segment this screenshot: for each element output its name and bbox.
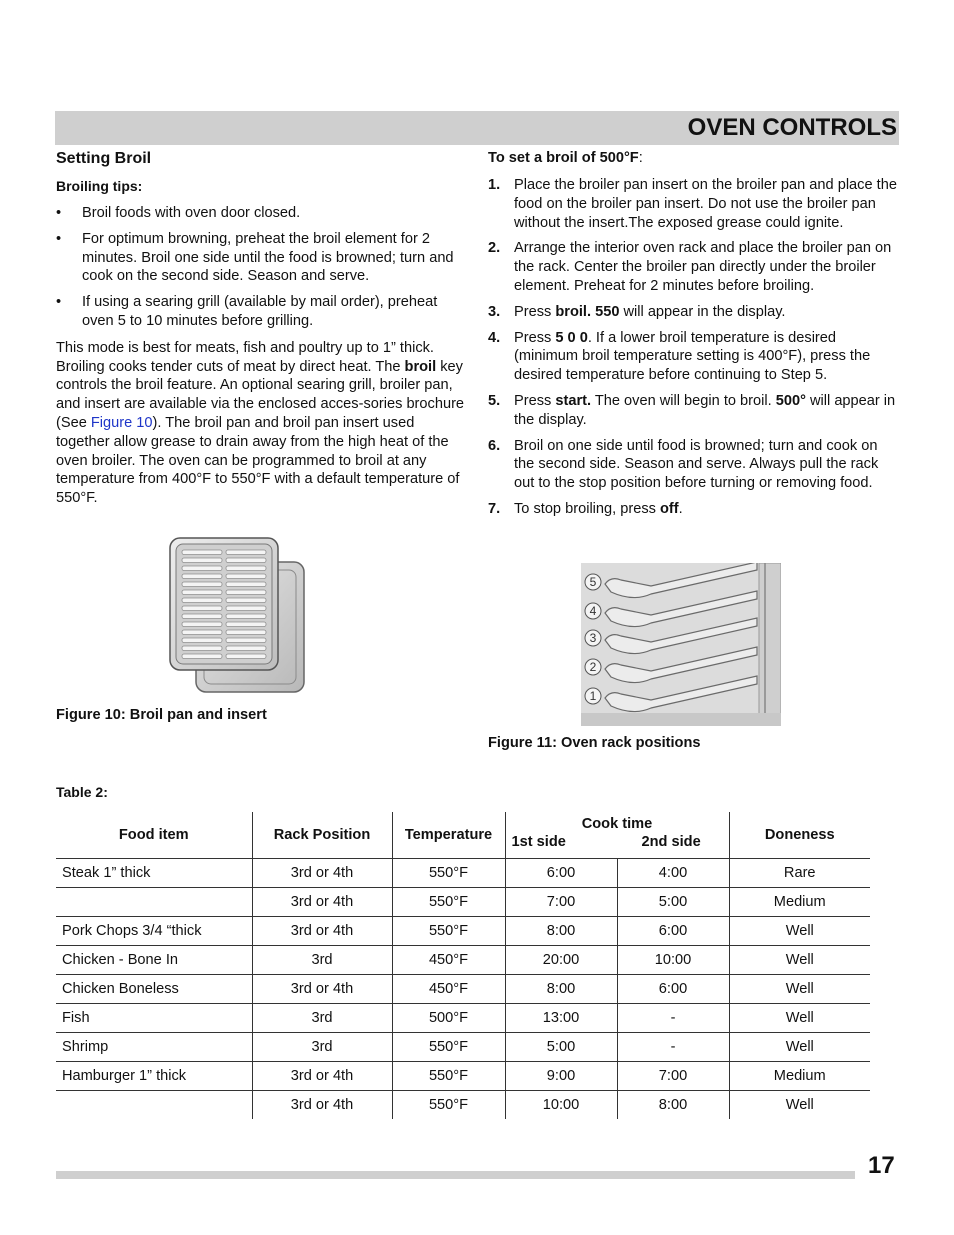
cell-first-side: 13:00 xyxy=(505,1004,617,1033)
rack-position-label: 2 xyxy=(589,660,597,674)
cell-food: Chicken - Bone In xyxy=(56,946,252,975)
list-item xyxy=(488,303,900,322)
cell-second-side: 7:00 xyxy=(617,1062,729,1091)
table-row xyxy=(56,917,870,946)
rack-position-label: 1 xyxy=(589,689,597,703)
cell-temp: 550°F xyxy=(392,888,505,917)
bullet: • xyxy=(56,294,62,311)
cell-food xyxy=(56,1091,252,1120)
cell-rack: 3rd or 4th xyxy=(252,1091,392,1120)
col-header-doneness: Doneness xyxy=(729,812,870,859)
step-text: Press xyxy=(514,329,556,346)
insert-slot xyxy=(226,654,266,659)
cell-doneness: Well xyxy=(729,1004,870,1033)
cell-temp: 550°F xyxy=(392,1062,505,1091)
cell-rack: 3rd or 4th xyxy=(252,917,392,946)
insert-slot xyxy=(226,606,266,611)
insert-slot xyxy=(182,630,222,635)
broil-pan-illustration xyxy=(168,536,308,696)
rack-position-label: 3 xyxy=(589,631,597,645)
step-number: 1. xyxy=(488,177,501,193)
step-key: off xyxy=(660,500,679,517)
step-text: Press xyxy=(514,303,556,320)
insert-slot xyxy=(182,646,222,651)
insert-slot xyxy=(226,622,266,627)
cell-first-side: 8:00 xyxy=(505,975,617,1004)
broil-table xyxy=(56,812,870,1119)
first-side-label: 1st side xyxy=(511,834,566,850)
cell-doneness: Well xyxy=(729,917,870,946)
insert-slot xyxy=(226,574,266,579)
step-text: will appear in the display. xyxy=(619,303,786,320)
insert-slot xyxy=(182,590,222,595)
cell-doneness: Medium xyxy=(729,1062,870,1091)
header-bar xyxy=(55,111,899,145)
step-text: will appear in the display. xyxy=(514,392,896,428)
cell-food xyxy=(56,888,252,917)
step-number: 5. xyxy=(488,392,501,409)
insert-slot xyxy=(182,582,222,587)
tip-text: If using a searing grill (available by mail order), preheat oven 5 to 10 minutes before grilling. xyxy=(82,294,438,329)
insert-slot xyxy=(182,550,222,555)
cell-temp: 550°F xyxy=(392,1091,505,1120)
insert-slot xyxy=(182,558,222,563)
cell-food: Hamburger 1” thick xyxy=(56,1062,252,1091)
cell-second-side: 6:00 xyxy=(617,917,729,946)
step-number: 3. xyxy=(488,303,501,320)
insert-slot xyxy=(226,614,266,619)
cell-rack: 3rd xyxy=(252,1004,392,1033)
rack-position-label: 4 xyxy=(589,604,597,618)
tips-list xyxy=(56,204,468,331)
step-text: Broil on one side until food is browned; turn and cook on the second side. Season and serve. Always pull the rack out to the stop position before turning or removing food. xyxy=(514,437,879,492)
footer-bar xyxy=(56,1171,855,1179)
list-item xyxy=(488,437,900,493)
list-item xyxy=(488,176,900,232)
cell-temp: 550°F xyxy=(392,1033,505,1062)
table-row xyxy=(56,1004,870,1033)
col-header-rack: Rack Position xyxy=(252,812,392,859)
insert-slot xyxy=(182,614,222,619)
cell-food: Steak 1” thick xyxy=(56,859,252,888)
cell-doneness: Well xyxy=(729,975,870,1004)
step-key: start. xyxy=(555,392,592,409)
cell-doneness: Well xyxy=(729,1033,870,1062)
para-text: This mode is best for meats, fish and poultry up to 1” thick. Broiling cooks tender cuts of meat by direct heat. The xyxy=(56,339,434,375)
table-row xyxy=(56,1091,870,1120)
cell-second-side: - xyxy=(617,1004,729,1033)
step-text: The oven will begin to broil. xyxy=(591,392,776,409)
second-side-label: 2nd side xyxy=(641,834,701,850)
broil-description xyxy=(56,339,468,508)
cell-food: Shrimp xyxy=(56,1033,252,1062)
cell-rack: 3rd xyxy=(252,946,392,975)
cell-rack: 3rd or 4th xyxy=(252,975,392,1004)
step-text: Place the broiler pan insert on the broiler pan and place the food on the broiler pan insert. Do not use the broiler pan without the insert.The exposed grease could ignite. xyxy=(514,177,897,231)
insert-slot xyxy=(182,654,222,659)
insert-slot xyxy=(182,566,222,571)
step-text: Press xyxy=(514,392,556,409)
insert-slot xyxy=(182,638,222,643)
cell-temp: 550°F xyxy=(392,917,505,946)
cell-second-side: 8:00 xyxy=(617,1091,729,1120)
insert-slot xyxy=(182,574,222,579)
col-header-food: Food item xyxy=(118,827,189,843)
insert-slot xyxy=(226,646,266,651)
left-column xyxy=(56,150,468,508)
table-caption: Table 2: xyxy=(56,784,108,800)
insert-slot xyxy=(226,566,266,571)
insert-slot xyxy=(182,622,222,627)
table-row xyxy=(56,888,870,917)
cell-first-side: 9:00 xyxy=(505,1062,617,1091)
cell-food: Pork Chops 3/4 “thick xyxy=(56,917,252,946)
rack-position-label: 5 xyxy=(589,575,597,589)
cell-first-side: 8:00 xyxy=(505,917,617,946)
insert-slot xyxy=(182,606,222,611)
cell-temp: 450°F xyxy=(392,946,505,975)
table-row xyxy=(56,975,870,1004)
list-item xyxy=(56,230,468,286)
table-row xyxy=(56,1033,870,1062)
list-item xyxy=(488,500,900,519)
para-text: key controls the broil feature. An optional searing grill, broiler pan, and insert are available via the enclosed acces-sories brochure (See xyxy=(56,358,465,431)
page-title: OVEN CONTROLS xyxy=(687,114,897,141)
step-number: 6. xyxy=(488,437,501,454)
insert-slot xyxy=(226,550,266,555)
tip-text: Broil foods with oven door closed. xyxy=(82,205,301,221)
insert-slot xyxy=(226,558,266,563)
list-item xyxy=(56,293,468,331)
insert-slot xyxy=(226,598,266,603)
step-number: 4. xyxy=(488,329,501,346)
tip-text: For optimum browning, preheat the broil element for 2 minutes. Broil one side until the food is browned; turn and cook on the second side. Season and serve. xyxy=(82,230,454,285)
table-row xyxy=(56,946,870,975)
step-number: 7. xyxy=(488,500,501,517)
step-value: 500° xyxy=(775,392,806,409)
cell-rack: 3rd xyxy=(252,1033,392,1062)
cell-rack: 3rd or 4th xyxy=(252,888,392,917)
broil-key-name: broil xyxy=(404,358,437,375)
step-text: To stop broiling, press xyxy=(514,500,661,517)
bullet: • xyxy=(56,230,62,247)
table-row xyxy=(56,1062,870,1091)
heading-suffix: : xyxy=(638,150,643,166)
step-text: . xyxy=(678,500,683,517)
cell-doneness: Well xyxy=(729,1091,870,1120)
para-text: ). The broil pan and broil pan insert used together allow grease to drain away from the high heat of the oven broiler. The oven can be programmed to broil at any temperature from 400°F to 550°F with a default temperature of 550°F. xyxy=(56,414,460,507)
cell-rack: 3rd or 4th xyxy=(252,1062,392,1091)
cell-second-side: 6:00 xyxy=(617,975,729,1004)
cell-temp: 550°F xyxy=(392,859,505,888)
cell-temp: 500°F xyxy=(392,1004,505,1033)
list-item xyxy=(488,392,900,430)
cell-second-side: 5:00 xyxy=(617,888,729,917)
figure-10-caption: Figure 10: Broil pan and insert xyxy=(56,707,267,723)
broil-steps xyxy=(488,176,900,519)
cell-second-side: - xyxy=(617,1033,729,1062)
list-item xyxy=(56,204,468,223)
cell-first-side: 10:00 xyxy=(505,1091,617,1120)
cell-first-side: 20:00 xyxy=(505,946,617,975)
table-row xyxy=(56,859,870,888)
figure-11-caption: Figure 11: Oven rack positions xyxy=(488,735,701,751)
insert-slot xyxy=(226,590,266,595)
step-text: Arrange the interior oven rack and place the broiler pan on the rack. Center the broiler pan directly under the broiler element. Preheat for 2 minutes before broiling. xyxy=(514,240,892,294)
list-item xyxy=(488,329,900,385)
bullet: • xyxy=(56,205,62,221)
list-item xyxy=(488,239,900,295)
oven-rack-illustration xyxy=(581,563,781,726)
section-title: Setting Broil xyxy=(56,150,152,167)
cell-first-side: 6:00 xyxy=(505,859,617,888)
cook-time-label: Cook time xyxy=(581,816,653,832)
insert-slot xyxy=(226,630,266,635)
figure-10-link[interactable]: Figure 10 xyxy=(90,414,153,431)
step-text: . If a lower broil temperature is desired (minimum broil temperature setting is 400°F), press the desired temperature before continuing to Step 5. xyxy=(514,329,871,384)
cell-food: Fish xyxy=(56,1004,252,1033)
insert-slot xyxy=(226,638,266,643)
cell-second-side: 4:00 xyxy=(617,859,729,888)
insert-slot xyxy=(182,598,222,603)
cell-doneness: Rare xyxy=(729,859,870,888)
heading-text: To set a broil of 500°F xyxy=(488,150,639,166)
col-header-cook-time xyxy=(505,812,729,859)
cell-first-side: 5:00 xyxy=(505,1033,617,1062)
cell-food: Chicken Boneless xyxy=(56,975,252,1004)
cell-doneness: Well xyxy=(729,946,870,975)
table-header-row xyxy=(56,812,870,859)
right-column xyxy=(488,150,900,526)
cell-doneness: Medium xyxy=(729,888,870,917)
step-key: 5 0 0 xyxy=(555,329,588,346)
cell-second-side: 10:00 xyxy=(617,946,729,975)
insert-slot xyxy=(226,582,266,587)
step-number: 2. xyxy=(488,240,501,257)
step-key: broil. 550 xyxy=(555,303,620,320)
col-header-temp: Temperature xyxy=(392,812,505,859)
cell-temp: 450°F xyxy=(392,975,505,1004)
page-number: 17 xyxy=(868,1152,895,1179)
tips-heading: Broiling tips: xyxy=(56,178,143,194)
cell-first-side: 7:00 xyxy=(505,888,617,917)
broil-steps-heading xyxy=(488,150,900,166)
cell-rack: 3rd or 4th xyxy=(252,859,392,888)
